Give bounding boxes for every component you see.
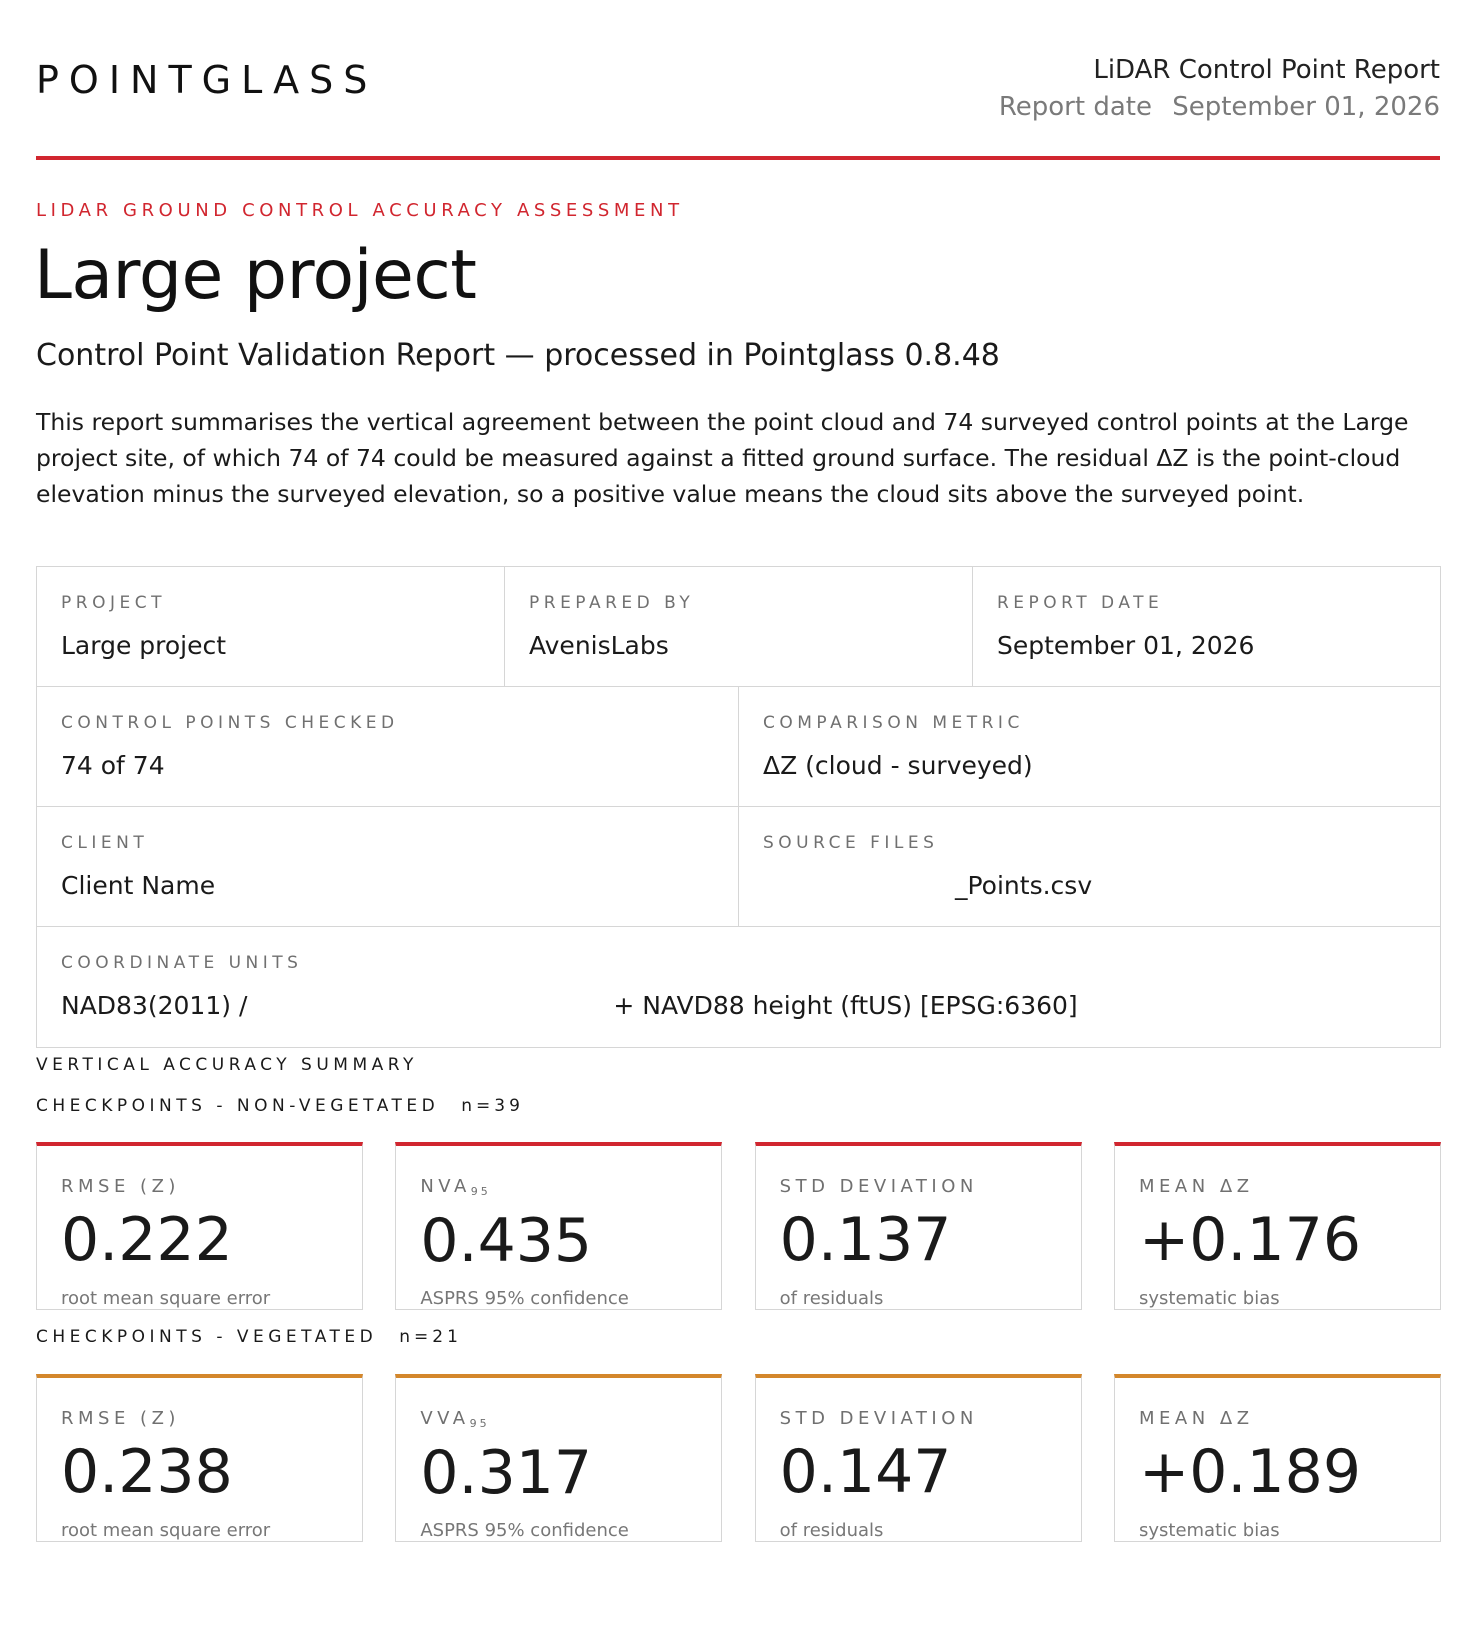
stat-value: +0.176 <box>1138 1205 1362 1275</box>
meta-coordinate-units <box>37 927 1440 1047</box>
meta-project <box>37 567 505 686</box>
header-report-date <box>999 88 1440 126</box>
nonveg-cards <box>36 1142 1441 1310</box>
project-meta-table <box>36 566 1441 1048</box>
stat-value: 0.137 <box>779 1205 952 1275</box>
meta-control-points <box>37 687 739 806</box>
stat-value: 0.238 <box>61 1437 233 1507</box>
units-vertical: + NAVD88 height (ftUS) [EPSG:6360] <box>613 991 1078 1020</box>
stat-label: RMSE (Z) <box>61 1408 180 1429</box>
stat-note: systematic bias <box>1138 1520 1280 1541</box>
stat-note: root mean square error <box>61 1520 271 1541</box>
stat-note: of residuals <box>779 1288 884 1309</box>
meta-value <box>61 991 1440 1020</box>
stat-label: $VVA_{95}$ <box>420 1408 490 1430</box>
meta-row <box>37 567 1440 687</box>
stat-label: MEAN ΔZ <box>1138 1408 1254 1429</box>
report-header <box>36 0 1440 160</box>
nonveg-count: n=39 <box>461 1096 524 1116</box>
stat-label-subscript: 95 <box>470 1185 491 1198</box>
meta-row <box>37 927 1440 1047</box>
page-subtitle: Control Point Validation Report — processed in Pointglass 0.8.48 <box>36 338 1000 373</box>
stat-card-mean-dz <box>1114 1374 1441 1542</box>
meta-prepared-by <box>505 567 973 686</box>
intro-paragraph: This report summarises the vertical agreement between the point cloud and 74 surveyed control points at the Large project site, of which 74 of 74 could be measured against a fitted ground surface. The residual ΔZ is the point-cloud elevation minus the surveyed elevation, so a positive value means the cloud sits above the surveyed point. <box>36 408 1409 508</box>
stat-note: ASPRS 95% confidence <box>420 1520 629 1541</box>
stat-label: $NVA_{95}$ <box>420 1176 491 1198</box>
meta-label: REPORT DATE <box>997 593 1164 613</box>
meta-label: CLIENT <box>61 833 149 853</box>
stat-value: 0.317 <box>420 1438 593 1508</box>
meta-value: 74 of 74 <box>61 751 165 780</box>
meta-value: Client Name <box>61 871 216 900</box>
meta-label: PREPARED BY <box>529 593 695 613</box>
meta-value: September 01, 2026 <box>997 631 1255 660</box>
meta-source-files <box>739 807 1440 926</box>
stat-note: systematic bias <box>1138 1288 1280 1309</box>
veg-cards <box>36 1374 1441 1542</box>
stat-card-std-deviation <box>755 1374 1082 1542</box>
stat-value: +0.189 <box>1138 1437 1362 1507</box>
stat-note: of residuals <box>779 1520 884 1541</box>
meta-value: AvenisLabs <box>529 631 669 660</box>
stat-value: 0.222 <box>61 1205 233 1275</box>
summary-heading: VERTICAL ACCURACY SUMMARY <box>36 1055 418 1075</box>
header-info <box>999 52 1440 126</box>
header-date-label: Report date <box>998 92 1152 122</box>
veg-count: n=21 <box>399 1327 462 1347</box>
nonveg-heading <box>36 1096 524 1116</box>
stat-card-rmse <box>36 1142 363 1310</box>
stat-note: ASPRS 95% confidence <box>420 1288 629 1309</box>
meta-label: CONTROL POINTS CHECKED <box>61 713 399 733</box>
header-report-title: LiDAR Control Point Report <box>1093 55 1440 85</box>
stat-label: MEAN ΔZ <box>1138 1176 1254 1197</box>
stat-card-rmse <box>36 1374 363 1542</box>
stat-note: root mean square error <box>61 1288 271 1309</box>
stat-card-mean-dz <box>1114 1142 1441 1310</box>
meta-report-date <box>973 567 1440 686</box>
meta-label: COMPARISON METRIC <box>763 713 1024 733</box>
brand-logo: POINTGLASS <box>36 58 378 102</box>
meta-value: Large project <box>61 631 227 660</box>
stat-value: 0.147 <box>779 1437 952 1507</box>
stat-card-vva95 <box>395 1374 722 1542</box>
units-datum: NAD83(2011) / <box>61 991 248 1020</box>
meta-comparison-metric <box>739 687 1440 806</box>
stat-card-std-deviation <box>755 1142 1082 1310</box>
stat-card-nva95 <box>395 1142 722 1310</box>
meta-label: COORDINATE UNITS <box>61 953 303 973</box>
section-eyebrow: LIDAR GROUND CONTROL ACCURACY ASSESSMENT <box>36 200 684 221</box>
header-date-value: September 01, 2026 <box>1172 92 1440 122</box>
meta-label: PROJECT <box>61 593 166 613</box>
stat-label: STD DEVIATION <box>779 1176 978 1197</box>
meta-value: ΔZ (cloud - surveyed) <box>763 751 1033 780</box>
stat-label: RMSE (Z) <box>61 1176 180 1197</box>
page-title: Large project <box>34 236 477 315</box>
stat-value: 0.435 <box>420 1206 593 1276</box>
veg-label: CHECKPOINTS - VEGETATED <box>36 1327 378 1347</box>
meta-label: SOURCE FILES <box>763 833 939 853</box>
meta-value: _Points.csv <box>955 871 1093 900</box>
meta-client <box>37 807 739 926</box>
stat-label: STD DEVIATION <box>779 1408 978 1429</box>
stat-label-subscript: 95 <box>469 1417 490 1430</box>
meta-row <box>37 807 1440 927</box>
veg-heading <box>36 1327 462 1347</box>
meta-row <box>37 687 1440 807</box>
nonveg-label: CHECKPOINTS - NON-VEGETATED <box>36 1096 440 1116</box>
